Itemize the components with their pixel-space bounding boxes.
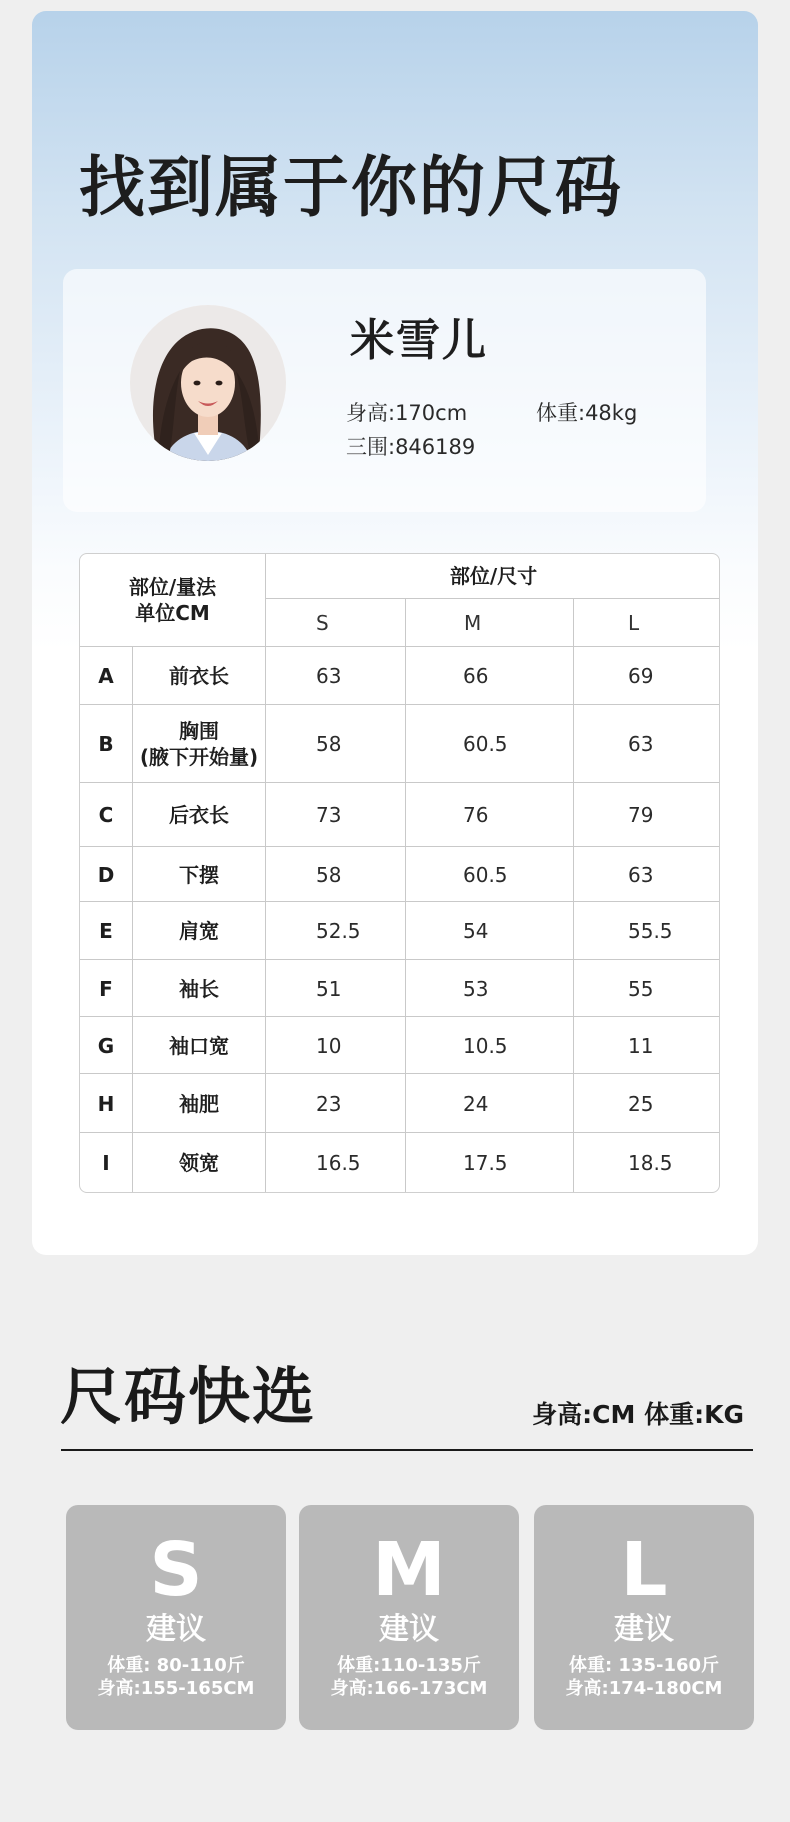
row-part: 下摆 bbox=[179, 862, 219, 887]
row-value-m: 10.5 bbox=[463, 1033, 508, 1058]
row-value-l: 69 bbox=[628, 664, 654, 688]
row-value-l: 25 bbox=[628, 1091, 654, 1116]
row-value-l: 55.5 bbox=[628, 919, 673, 943]
size-card-advice: 建议 bbox=[146, 1612, 206, 1647]
size-card-height: 身高:155-165CM bbox=[97, 1678, 255, 1699]
size-card-advice: 建议 bbox=[379, 1612, 439, 1647]
row-value-l: 55 bbox=[628, 976, 654, 1001]
size-card-m[interactable] bbox=[299, 1505, 519, 1730]
row-value-l: 18.5 bbox=[628, 1150, 673, 1175]
row-code: F bbox=[99, 976, 113, 1001]
row-part: 袖长 bbox=[179, 976, 219, 1001]
row-code: D bbox=[97, 862, 115, 887]
row-value-m: 24 bbox=[463, 1091, 489, 1116]
row-value-s: 23 bbox=[316, 1091, 342, 1116]
size-card-weight: 体重: 135-160斤 bbox=[568, 1655, 720, 1676]
size-card-weight: 体重: 80-110斤 bbox=[107, 1655, 245, 1676]
row-code: H bbox=[97, 1091, 115, 1116]
row-part: 袖口宽 bbox=[169, 1033, 229, 1058]
row-value-l: 79 bbox=[628, 803, 654, 827]
row-part: 领宽 bbox=[179, 1150, 219, 1175]
row-value-m: 60.5 bbox=[463, 862, 508, 887]
row-value-s: 52.5 bbox=[316, 919, 361, 943]
row-value-m: 53 bbox=[463, 976, 489, 1001]
table-header-part-label bbox=[80, 554, 265, 646]
size-card-height: 身高:174-180CM bbox=[565, 1678, 723, 1699]
table-header-size-l: L bbox=[628, 610, 640, 635]
table-grid-line bbox=[132, 646, 133, 1193]
size-card-letter: L bbox=[620, 1527, 668, 1613]
quick-select-title: 尺码快选 bbox=[60, 1360, 317, 1433]
row-value-m: 76 bbox=[463, 803, 489, 827]
row-value-m: 66 bbox=[463, 664, 489, 688]
row-value-s: 58 bbox=[316, 732, 342, 756]
row-value-s: 73 bbox=[316, 803, 342, 827]
row-part: 肩宽 bbox=[179, 919, 219, 943]
row-value-s: 51 bbox=[316, 976, 342, 1001]
quick-select-divider bbox=[61, 1449, 753, 1451]
row-code: E bbox=[99, 919, 113, 943]
table-header-size-label: 部位/尺寸 bbox=[449, 564, 538, 588]
row-value-l: 11 bbox=[628, 1033, 654, 1058]
table-header-size-m: M bbox=[464, 610, 482, 635]
table-header-unit-line2: 单位CM bbox=[135, 601, 210, 625]
model-name: 米雪儿 bbox=[350, 315, 488, 366]
size-card-s[interactable] bbox=[66, 1505, 286, 1730]
quick-select-unit-note: 身高:CM 体重:KG bbox=[532, 1400, 744, 1429]
row-part: 前衣长 bbox=[169, 664, 229, 688]
size-card-advice: 建议 bbox=[614, 1612, 674, 1647]
row-code: I bbox=[102, 1150, 110, 1175]
row-value-m: 54 bbox=[463, 919, 489, 943]
model-profile-card bbox=[63, 269, 706, 512]
row-value-m: 17.5 bbox=[463, 1150, 508, 1175]
size-card-l[interactable] bbox=[534, 1505, 754, 1730]
size-info-card bbox=[32, 11, 758, 1255]
row-part: 后衣长 bbox=[169, 803, 229, 827]
row-code: G bbox=[97, 1033, 115, 1058]
model-portrait-image bbox=[130, 305, 286, 461]
row-value-l: 63 bbox=[628, 862, 654, 887]
model-avatar bbox=[130, 305, 286, 461]
model-measurements: 三围:846189 bbox=[346, 435, 476, 459]
row-value-s: 63 bbox=[316, 664, 342, 688]
row-part: 袖肥 bbox=[179, 1091, 219, 1116]
row-value-l: 63 bbox=[628, 732, 654, 756]
row-code: B bbox=[98, 732, 114, 756]
size-card-height: 身高:166-173CM bbox=[330, 1678, 488, 1699]
row-value-s: 58 bbox=[316, 862, 342, 887]
row-part: 胸围 (腋下开始量) bbox=[139, 719, 259, 769]
size-card-letter: M bbox=[372, 1527, 446, 1613]
row-code: A bbox=[98, 664, 114, 688]
page-title: 找到属于你的尺码 bbox=[79, 149, 623, 226]
table-grid-line bbox=[266, 598, 720, 599]
row-value-s: 10 bbox=[316, 1033, 342, 1058]
size-card-weight: 体重:110-135斤 bbox=[337, 1655, 481, 1676]
table-grid-line bbox=[573, 598, 574, 1193]
size-card-letter: S bbox=[149, 1527, 203, 1613]
row-value-m: 60.5 bbox=[463, 732, 508, 756]
row-code: C bbox=[98, 803, 114, 827]
table-header-part-line1: 部位/量法 bbox=[128, 575, 217, 599]
table-grid-line bbox=[265, 554, 266, 1193]
row-value-s: 16.5 bbox=[316, 1150, 361, 1175]
model-weight: 体重:48kg bbox=[536, 401, 638, 425]
table-header-size-s: S bbox=[316, 610, 329, 635]
model-height: 身高:170cm bbox=[346, 401, 468, 425]
size-chart-table bbox=[79, 553, 720, 1193]
